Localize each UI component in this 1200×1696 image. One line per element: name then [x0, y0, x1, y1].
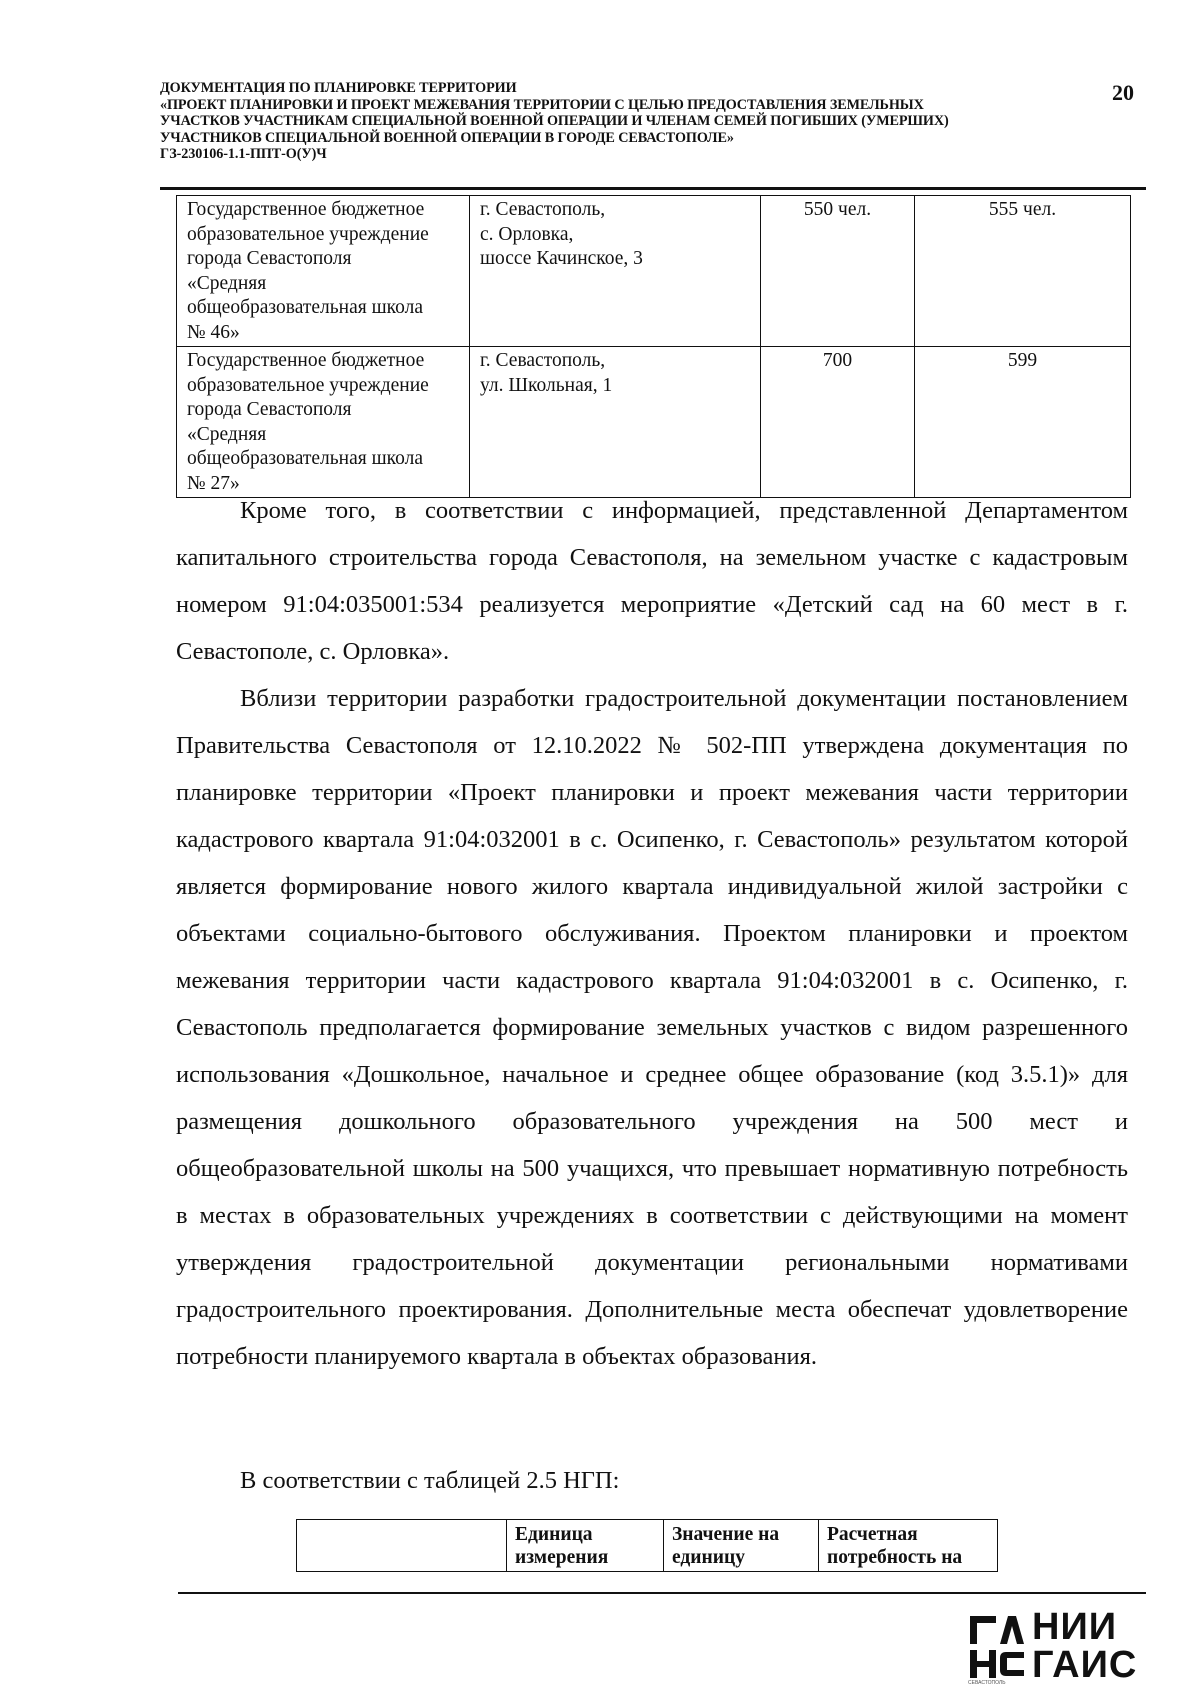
school-capacity-cell: 700	[761, 347, 915, 498]
school-name-cell	[177, 196, 470, 347]
logo-subtitle: СЕВАСТОПОЛЬ	[968, 1680, 1006, 1686]
table-header-row	[297, 1520, 998, 1572]
footer-divider	[178, 1592, 1146, 1594]
paragraph-text: Кроме того, в соответствии с информацией, представленной Департаментом капитального строительства города Севастополя, на земельном участке с кадастровым номером 91:04:035001:534 реализуется мероприятие «Детский сад на 60 мест в г. Севастополе, с. Орловка».	[176, 497, 1128, 665]
school-name-line: города Севастополя	[187, 399, 352, 420]
header-line-3: УЧАСТКОВ УЧАСТНИКАМ СПЕЦИАЛЬНОЙ ВОЕННОЙ ОПЕРАЦИИ И ЧЛЕНАМ СЕМЕЙ ПОГИБШИХ (УМЕРШИХ)	[160, 113, 949, 129]
schools-table	[176, 195, 1131, 498]
paragraph-text: Вблизи территории разработки градостроительной документации постановлением Правительства Севастополя от 12.10.2022 № 502-ПП утверждена документация по планировке территории «Проект планировки и проект межевания части территории кадастрового квартала 91:04:032001 в с. Осипенко, г. Севастополь» результатом которой является формирование нового жилого квартала индивидуальной жилой застройки с объектами социально-бытового обслуживания. Проектом планировки и проектом межевания территории части кадастрового квартала 91:04:032001 в с. Осипенко, г. Севастополь предполагается формирование земельных участков с видом разрешенного использования «Дошкольное, начальное и среднее общее образование (код 3.5.1)» для размещения дошкольного образовательного учреждения на 500 мест и общеобразовательной школы на 500 учащихся, что превышает нормативную потребность в местах в образовательных учреждениях в соответствии с действующими на момент утверждения градостроительной документации региональными нормативами градостроительного проектирования. Дополнительные места обеспечат удовлетворение потребности планируемого квартала в объектах образования.	[176, 685, 1128, 1370]
school-name-line: образовательное учреждение	[187, 374, 429, 396]
school-name-line: Государственное бюджетное	[187, 350, 425, 371]
school-name-line: «Средняя	[187, 423, 267, 445]
address-line: ул. Школьная, 1	[480, 374, 613, 396]
header-line-2: «ПРОЕКТ ПЛАНИРОВКИ И ПРОЕКТ МЕЖЕВАНИЯ ТЕРРИТОРИИ С ЦЕЛЬЮ ПРЕДОСТАВЛЕНИЯ ЗЕМЕЛЬНЫХ	[160, 96, 924, 113]
norms-table	[296, 1519, 998, 1572]
niigais-logo	[968, 1608, 1148, 1688]
paragraph-table-intro: В соответствии с таблицей 2.5 НГП:	[240, 1467, 620, 1494]
school-name-line: Государственное бюджетное	[187, 199, 425, 220]
school-name-line: «Средняя	[187, 272, 267, 294]
school-address-cell	[470, 347, 761, 498]
school-name-cell	[177, 347, 470, 498]
header-cell-unit: Единица измерения	[507, 1520, 664, 1572]
paragraph-osipenko	[176, 675, 1128, 1380]
paragraph-kindergarten	[176, 487, 1128, 675]
school-name-line: общеобразовательная школа	[187, 297, 423, 318]
address-line: с. Орловка,	[480, 223, 574, 245]
school-name-line: общеобразовательная школа	[187, 448, 423, 469]
page-number: 20	[1112, 80, 1134, 105]
school-name-line: образовательное учреждение	[187, 223, 429, 245]
school-capacity-cell: 550 чел.	[761, 196, 915, 347]
address-line: г. Севастополь,	[480, 199, 606, 220]
header-cell-value: Значение на единицу	[664, 1520, 819, 1572]
document-code: ГЗ-230106-1.1-ППТ-О(У)Ч	[160, 146, 327, 162]
logo-wordmark	[1032, 1608, 1144, 1684]
table-row	[177, 196, 1131, 347]
address-line: шоссе Качинское, 3	[480, 248, 643, 269]
address-line: г. Севастополь,	[480, 350, 606, 371]
header-divider	[160, 187, 1146, 190]
school-name-line: № 46»	[187, 321, 240, 343]
table-row	[177, 347, 1131, 498]
school-name-line: № 27»	[187, 472, 240, 494]
logo-emblem-icon	[968, 1612, 1028, 1682]
document-header	[160, 80, 1080, 163]
school-actual-cell: 555 чел.	[915, 196, 1131, 347]
logo-line-1: НИИ	[1032, 1606, 1118, 1648]
header-cell-demand: Расчетная потребность на	[819, 1520, 998, 1572]
school-name-line: города Севастополя	[187, 248, 352, 269]
school-address-cell	[470, 196, 761, 347]
school-actual-cell: 599	[915, 347, 1131, 498]
logo-line-2: ГАИС	[1032, 1644, 1138, 1686]
header-cell-empty	[297, 1520, 507, 1572]
header-line-1: ДОКУМЕНТАЦИЯ ПО ПЛАНИРОВКЕ ТЕРРИТОРИИ	[160, 80, 517, 96]
header-line-4: УЧАСТНИКОВ СПЕЦИАЛЬНОЙ ВОЕННОЙ ОПЕРАЦИИ В ГОРОДЕ СЕВАСТОПОЛЕ»	[160, 129, 734, 146]
